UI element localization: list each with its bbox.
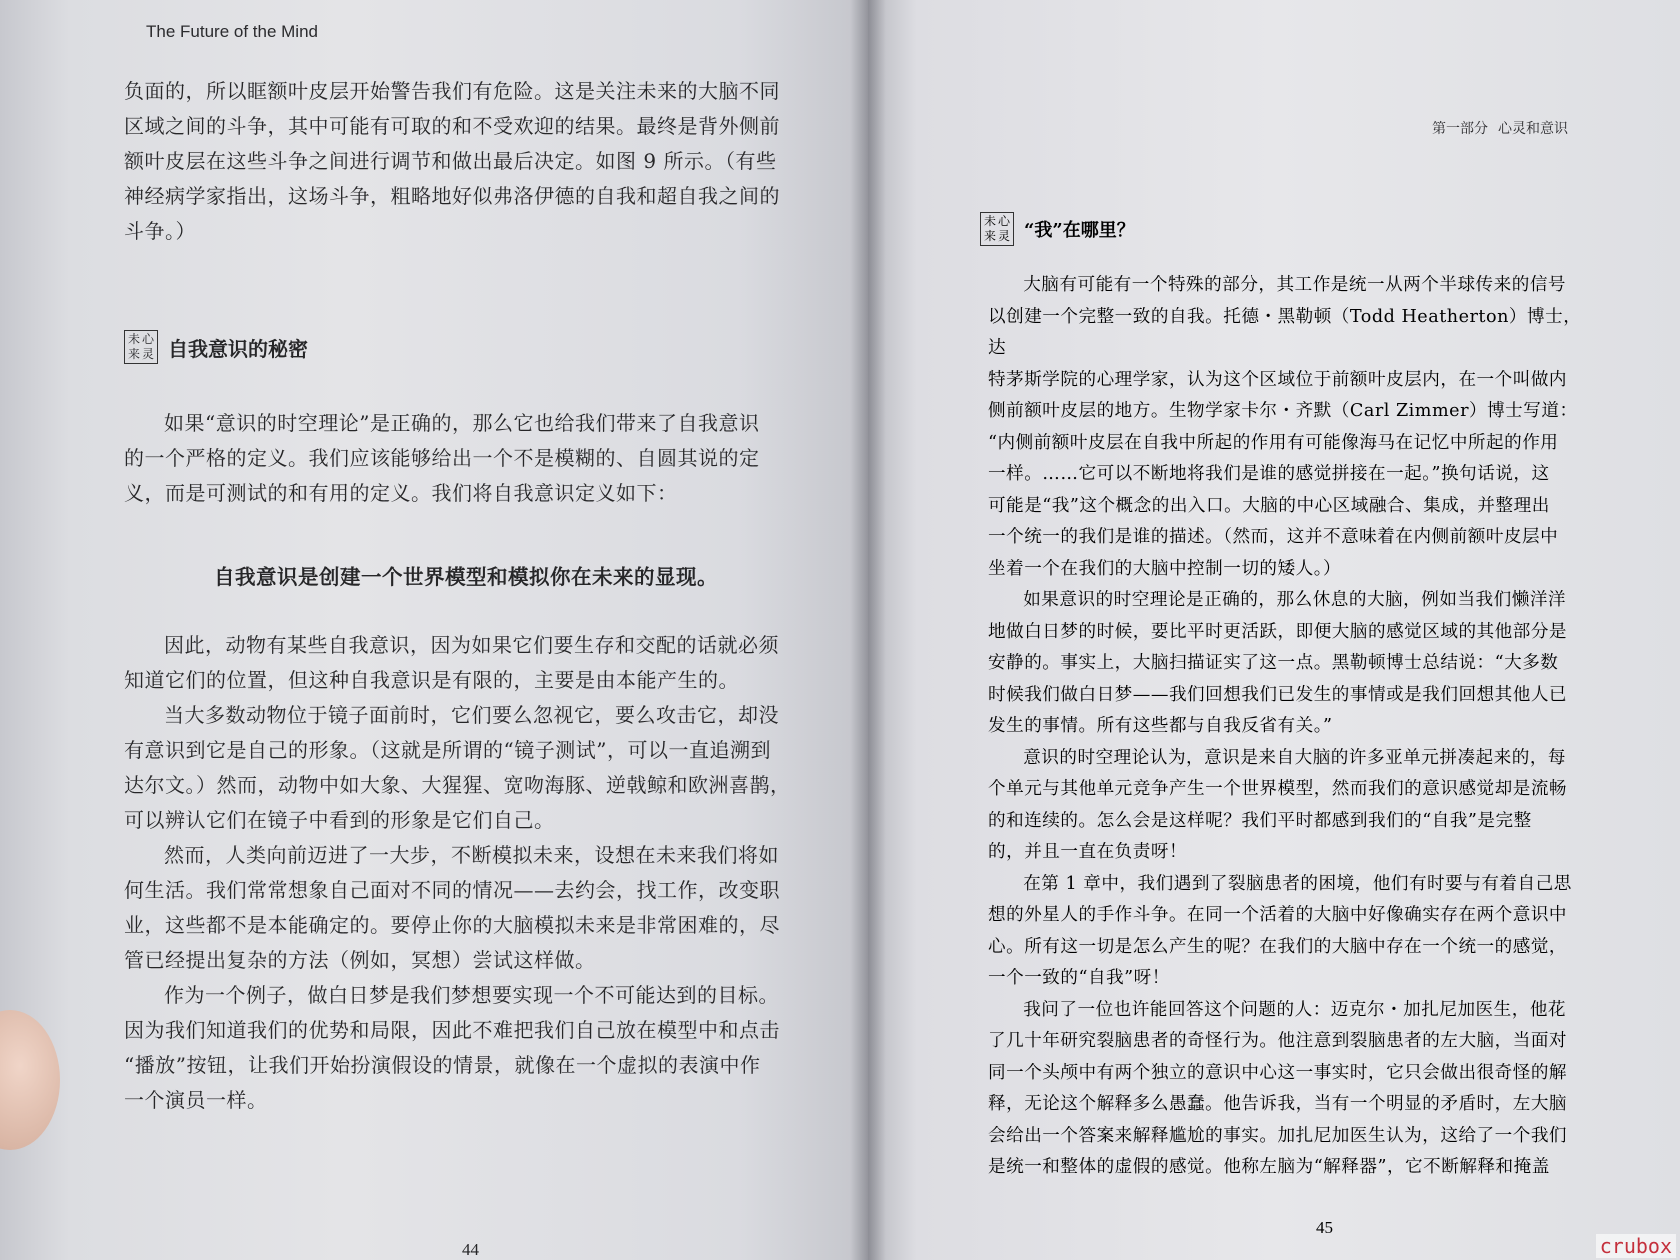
text-line: 因此，动物有某些自我意识，因为如果它们要生存和交配的话就必须 (164, 633, 779, 657)
text-line: 因为我们知道我们的优势和局限，因此不难把我们自己放在模型中和点击 (124, 1018, 780, 1042)
left-running-header: The Future of the Mind (146, 22, 318, 41)
text-line: 以创建一个完整一致的自我。托德・黑勒顿（Todd Heatherton）博士，达 (988, 306, 1582, 358)
text-line: “播放”按钮，让我们开始扮演假设的情景，就像在一个虚拟的表演中作 (124, 1053, 761, 1077)
bold-definition: 自我意识是创建一个世界模型和模拟你在未来的显现。 (214, 565, 718, 589)
text-line: 我问了一位也许能回答这个问题的人：迈克尔・加扎尼加医生，他花 (1023, 999, 1567, 1020)
text-line: 一样。……它可以不断地将我们是谁的感觉拼接在一起。”换句话说，这 (988, 464, 1550, 484)
part-label: 第一部分 (1432, 121, 1488, 137)
text-line: 心。所有这一切是怎么产生的呢？在我们的大脑中存在一个统一的感觉， (988, 936, 1568, 957)
section-heading-self-awareness (124, 330, 308, 364)
text-line: 特茅斯学院的心理学家，认为这个区域位于前额叶皮层内，在一个叫做内 (988, 369, 1568, 390)
text-line: 作为一个例子，做白日梦是我们梦想要实现一个不可能达到的目标。 (164, 983, 779, 1007)
right-page-number: 45 (1316, 1218, 1333, 1237)
text-line: “内侧前额叶皮层在自我中所起的作用有可能像海马在记忆中所起的作用 (988, 432, 1559, 453)
text-line: 发生的事情。所有这些都与自我反省有关。” (988, 716, 1333, 736)
text-line: 了几十年研究裂脑患者的奇怪行为。他注意到裂脑患者的左大脑，当面对 (988, 1031, 1568, 1051)
text-line: 的，并且一直在负责呀！ (988, 842, 1188, 862)
text-line: 是统一和整体的虚假的感觉。他称左脑为“解释器”，它不断解释和掩盖 (988, 1157, 1550, 1177)
text-line: 意识的时空理论认为，意识是来自大脑的许多亚单元拼凑起来的，每 (1023, 747, 1567, 768)
text-line: 地做白日梦的时候，要比平时更活跃，即便大脑的感觉区域的其他部分是 (988, 621, 1568, 642)
text-line: 然而，人类向前迈进了一大步，不断模拟未来，设想在未来我们将如 (164, 843, 779, 867)
text-line: 知道它们的位置，但这种自我意识是有限的，主要是由本能产生的。 (124, 668, 739, 692)
text-line: 如果“意识的时空理论”是正确的，那么它也给我们带来了自我意识 (164, 411, 760, 435)
future-mind-icon: 未 心 来 灵 (980, 212, 1014, 246)
book-gutter (850, 0, 886, 1260)
text-line: 个单元与其他单元竞争产生一个世界模型，然而我们的意识感觉却是流畅 (988, 779, 1568, 799)
text-line: 可以辨认它们在镜子中看到的形象是它们自己。 (124, 808, 555, 832)
text-line: 在第 1 章中，我们遇到了裂脑患者的困境，他们有时要与有着自己思 (1023, 873, 1572, 894)
text-line: 安静的。事实上，大脑扫描证实了这一点。黑勒顿博士总结说：“大多数 (988, 653, 1559, 673)
text-line: 想的外星人的手作斗争。在同一个活着的大脑中好像确实存在两个意识中 (988, 905, 1568, 925)
text-line: 斗争。） (124, 219, 196, 243)
text-line: 当大多数动物位于镜子面前时，它们要么忽视它，要么攻击它，却没 (164, 703, 779, 727)
section-heading-where-is-me (980, 212, 1135, 246)
text-line: 一个演员一样。 (124, 1088, 268, 1112)
text-line: 何生活。我们常常想象自己面对不同的情况——去约会，找工作，改变职 (124, 878, 780, 902)
text-line: 时候我们做白日梦——我们回想我们已发生的事情或是我们回想其他人已 (988, 684, 1568, 705)
left-intro-paragraph (124, 74, 829, 249)
text-line: 会给出一个答案来解释尴尬的事实。加扎尼加医生认为，这给了一个我们 (988, 1125, 1568, 1146)
text-line: 大脑有可能有一个特殊的部分，其工作是统一从两个半球传来的信号 (1023, 275, 1567, 295)
left-body-paragraphs (124, 628, 829, 1118)
text-line: 的一个严格的定义。我们应该能够给出一个不是模糊的、自圆其说的定 (124, 446, 760, 470)
text-line: 负面的，所以眶额叶皮层开始警告我们有危险。这是关注未来的大脑不同 (124, 79, 780, 103)
text-line: 侧前额叶皮层的地方。生物学家卡尔・齐默（Carl Zimmer）博士写道： (988, 401, 1578, 421)
watermark: crubox (1596, 1234, 1676, 1258)
text-line: 神经病学家指出，这场斗争，粗略地好似弗洛伊德的自我和超自我之间的 (124, 184, 780, 208)
text-line: 释，无论这个解释多么愚蠢。他告诉我，当有一个明显的矛盾时，左大脑 (988, 1094, 1568, 1114)
text-line: 额叶皮层在这些斗争之间进行调节和做出最后决定。如图 9 所示。（有些 (124, 149, 777, 173)
text-line: 一个统一的我们是谁的描述。（然而，这并不意味着在内侧前额叶皮层中 (988, 527, 1559, 547)
right-running-header (1432, 118, 1568, 138)
text-line: 的和连续的。怎么会是这样呢？我们平时都感到我们的“自我”是完整 (988, 810, 1532, 831)
text-line: 区域之间的斗争，其中可能有可取的和不受欢迎的结果。最终是背外侧前 (124, 114, 780, 138)
section-title: “我”在哪里？ (1024, 220, 1135, 241)
text-line: 业，这些都不是本能确定的。要停止你的大脑模拟未来是非常困难的，尽 (124, 913, 780, 937)
left-page-number: 44 (462, 1240, 479, 1259)
text-line: 达尔文。）然而，动物中如大象、大猩猩、宽吻海豚、逆戟鲸和欧洲喜鹊， (124, 773, 791, 797)
text-line: 义，而是可测试的和有用的定义。我们将自我意识定义如下： (124, 481, 678, 505)
text-line: 管已经提出复杂的方法（例如，冥想）尝试这样做。 (124, 948, 596, 972)
part-title: 心灵和意识 (1498, 121, 1568, 137)
section-title: 自我意识的秘密 (168, 336, 308, 361)
text-line: 坐着一个在我们的大脑中控制一切的矮人。） (988, 558, 1342, 579)
future-mind-icon: 未 心 来 灵 (124, 330, 158, 364)
text-line: 有意识到它是自己的形象。（这就是所谓的“镜子测试”，可以一直追溯到 (124, 738, 771, 762)
left-definition-paragraph (124, 406, 829, 511)
text-line: 一个一致的“自我”呀！ (988, 968, 1170, 988)
text-line: 可能是“我”这个概念的出入口。大脑的中心区域融合、集成，并整理出 (988, 495, 1550, 516)
right-body-paragraphs (988, 270, 1583, 1184)
text-line: 如果意识的时空理论是正确的，那么休息的大脑，例如当我们懒洋洋 (1023, 590, 1567, 610)
text-line: 同一个头颅中有两个独立的意识中心这一事实时，它只会做出很奇怪的解 (988, 1062, 1568, 1083)
